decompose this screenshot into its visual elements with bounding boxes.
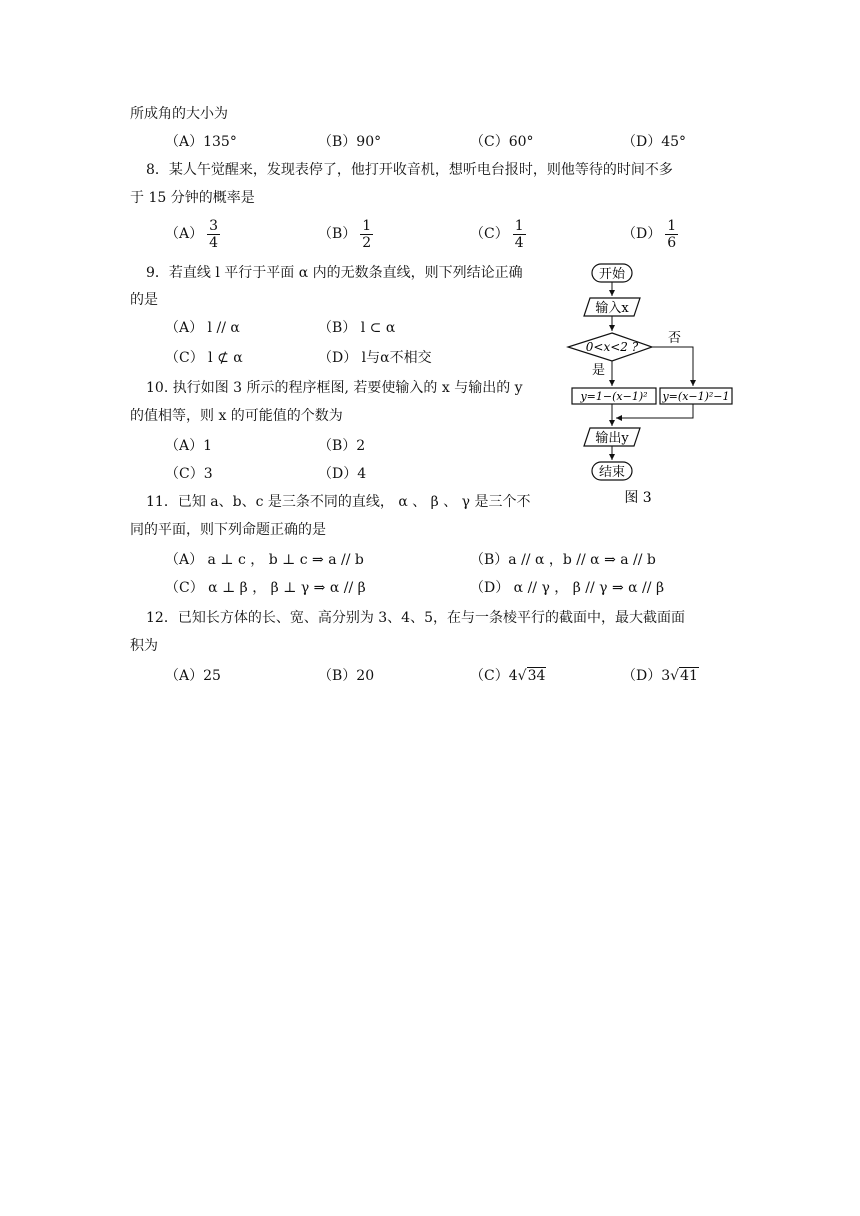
q8-text-line1: 8．某人午觉醒来，发现表停了，他打开收音机，想听电台报时，则他等待的时间不多 — [146, 162, 673, 178]
q10-option-a: （A）1 — [165, 438, 213, 454]
q11-text-line1: 11．已知 a、b、c 是三条不同的直线， α 、 β 、 γ 是三个不 — [146, 494, 531, 510]
q11-option-a: （A） a ⊥ c ， b ⊥ c ⇒ a // b — [165, 552, 364, 568]
flowchart-end-label: 结束 — [598, 465, 626, 480]
q9-option-d: （D） l与α不相交 — [318, 350, 432, 366]
q7-option-c: （C）60° — [470, 134, 534, 150]
q8-option-b — [318, 216, 373, 252]
q8-option-a — [165, 216, 220, 252]
fraction — [665, 218, 678, 251]
fraction — [360, 218, 373, 251]
q9-option-b: （B） l ⊂ α — [318, 320, 396, 336]
q11-option-b: （B）a // α ，b // α ⇒ a // b — [470, 552, 656, 568]
option-label: （D） — [622, 226, 662, 242]
q9-text-line1: 9．若直线 l 平行于平面 α 内的无数条直线，则下列结论正确 — [146, 265, 523, 281]
q12-option-a: （A）25 — [165, 668, 221, 684]
q12-option-d — [622, 666, 699, 686]
radicand: 34 — [527, 668, 546, 684]
denominator: 6 — [667, 234, 677, 251]
fraction — [207, 218, 220, 251]
q11-text-line2: 同的平面，则下列命题正确的是 — [130, 522, 326, 538]
coefficient: 4 — [508, 668, 518, 684]
option-label: （C） — [470, 668, 509, 684]
q12-option-c — [470, 666, 546, 686]
q12-text-line1: 12．已知长方体的长、宽、高分别为 3、4、5，在与一条棱平行的截面中，最大截面面 — [146, 610, 685, 626]
flowchart-caption: 图 3 — [624, 490, 652, 506]
q9-text-line2: 的是 — [130, 292, 158, 308]
flowchart-arrow-no — [652, 347, 693, 386]
square-root: √41 — [670, 668, 698, 684]
option-label: （A） — [165, 226, 204, 242]
q9-option-a: （A） l // α — [165, 320, 240, 336]
q8-text-line2: 于 15 分钟的概率是 — [130, 190, 255, 206]
fraction — [513, 218, 526, 251]
flowchart-no-label: 否 — [668, 331, 682, 346]
q8-option-c — [470, 216, 526, 252]
q10-option-c: （C）3 — [165, 466, 213, 482]
square-root: √34 — [517, 668, 546, 684]
q7-option-d: （D）45° — [622, 134, 687, 150]
flowchart-right-process-label: y=(x−1)²−1 — [662, 390, 730, 403]
denominator: 4 — [514, 234, 524, 251]
q7-option-a: （A）135° — [165, 134, 237, 150]
q11-option-c: （C） α ⊥ β ， β ⊥ γ ⇒ α // β — [165, 580, 366, 596]
denominator: 4 — [209, 234, 219, 251]
q7-option-b: （B）90° — [318, 134, 382, 150]
flowchart-yes-label: 是 — [592, 363, 606, 378]
flowchart-arrow-merge — [616, 404, 693, 418]
q10-option-b: （B）2 — [318, 438, 366, 454]
numerator: 1 — [362, 217, 372, 234]
numerator: 1 — [667, 217, 677, 234]
coefficient: 3 — [661, 668, 671, 684]
q12-text-line2: 积为 — [130, 638, 158, 654]
q10-text-line1: 10. 执行如图 3 所示的程序框图, 若要使输入的 x 与输出的 y — [146, 380, 523, 396]
denominator: 2 — [362, 234, 372, 251]
q12-option-b: （B）20 — [318, 668, 375, 684]
q9-option-c: （C） l ⊄ α — [165, 350, 243, 366]
option-label: （B） — [318, 226, 357, 242]
q10-option-d: （D）4 — [318, 466, 367, 482]
flowchart-figure — [560, 258, 740, 508]
q8-option-d — [622, 216, 678, 252]
q7-text: 所成角的大小为 — [130, 106, 228, 122]
flowchart-condition-label: 0<x<2 ? — [585, 340, 639, 354]
option-label: （C） — [470, 226, 509, 242]
q10-text-line2: 的值相等，则 x 的可能值的个数为 — [130, 408, 343, 424]
option-label: （D） — [622, 668, 662, 684]
flowchart-left-process-label: y=1−(x−1)² — [580, 390, 648, 403]
numerator: 1 — [514, 217, 524, 234]
flowchart-output-label: 输出y — [595, 431, 629, 446]
radicand: 41 — [680, 668, 698, 684]
numerator: 3 — [209, 217, 219, 234]
flowchart-input-label: 输入x — [595, 301, 629, 316]
q11-option-d: （D） α // γ ， β // γ ⇒ α // β — [470, 580, 665, 596]
flowchart-start-label: 开始 — [598, 267, 626, 282]
